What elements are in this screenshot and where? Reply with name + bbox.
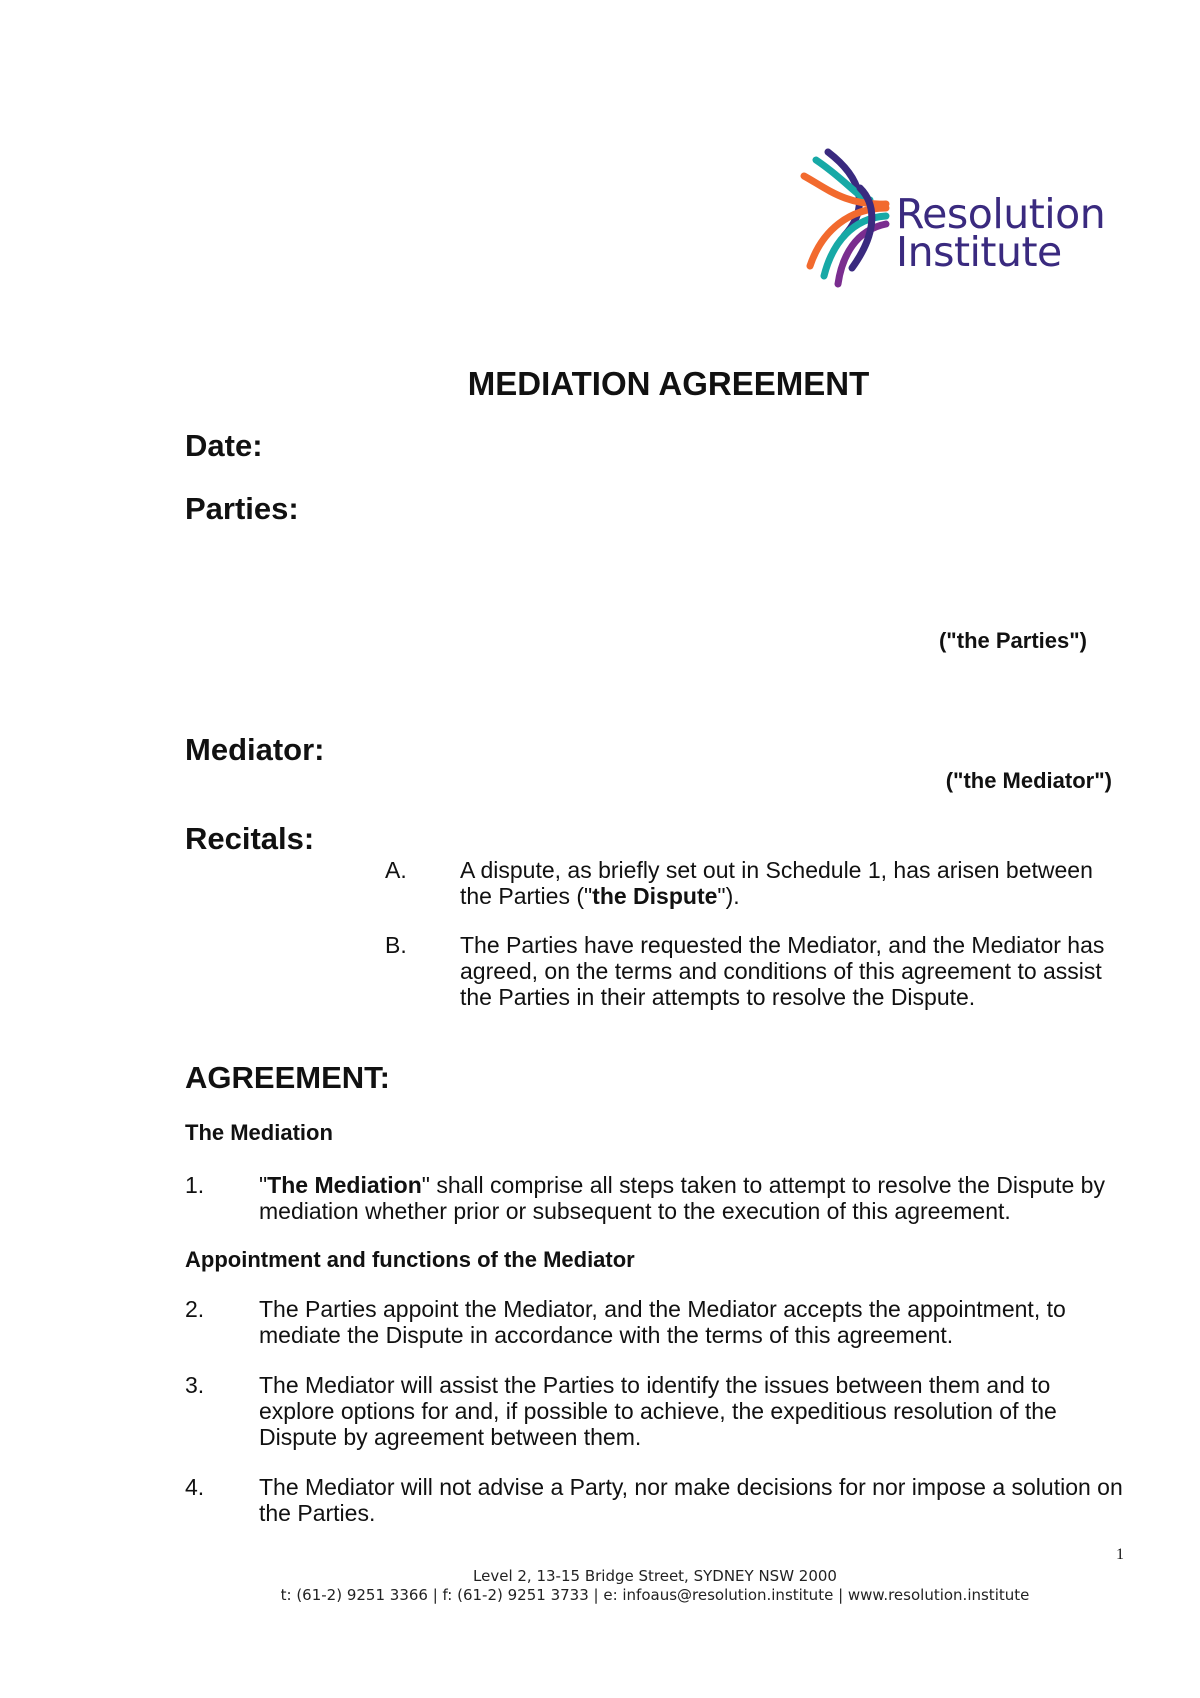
clause-text bbox=[259, 1172, 1129, 1224]
recital-text-part: "). bbox=[717, 883, 740, 909]
recital-text bbox=[460, 857, 1120, 909]
date-label: Date: bbox=[185, 428, 263, 463]
clause-number: 1. bbox=[185, 1172, 205, 1198]
recitals-label: Recitals: bbox=[185, 821, 315, 856]
logo-wordmark-line1: Resolution bbox=[896, 190, 1106, 238]
clause-text: The Mediator will assist the Parties to identify the issues between them and to explore options for and, if possible to achieve, the expeditious resolution of the Dispute by agreement between them. bbox=[259, 1372, 1057, 1450]
logo-wordmark-line2: Institute bbox=[896, 228, 1062, 276]
clause-defined-term: The Mediation bbox=[267, 1172, 422, 1198]
page-number: 1 bbox=[1116, 1546, 1124, 1563]
footer-address: Level 2, 13-15 Bridge Street, SYDNEY NSW 2000 bbox=[473, 1567, 837, 1585]
mediator-definition: ("the Mediator") bbox=[945, 768, 1112, 793]
section-heading-mediation: The Mediation bbox=[185, 1120, 333, 1145]
recital-marker: B. bbox=[385, 932, 407, 958]
clause-number: 2. bbox=[185, 1296, 205, 1322]
recital-marker: A. bbox=[385, 857, 407, 883]
document-title: MEDIATION AGREEMENT bbox=[467, 365, 870, 402]
section-heading-appointment: Appointment and functions of the Mediator bbox=[185, 1247, 635, 1272]
clause-text: The Mediator will not advise a Party, nor make decisions for nor impose a solution on the Parties. bbox=[259, 1474, 1123, 1526]
logo-mark-icon bbox=[800, 148, 892, 288]
clause-text: The Parties appoint the Mediator, and the Mediator accepts the appointment, to mediate the Dispute in accordance with the terms of this agreement. bbox=[259, 1296, 1066, 1348]
recital-text-part: A dispute, as briefly set out in Schedule 1, has arisen between the Parties (" bbox=[460, 857, 1093, 909]
clause-text-part: " bbox=[259, 1172, 268, 1198]
recital-text: The Parties have requested the Mediator, and the Mediator has agreed, on the terms and conditions of this agreement to assist the Parties in their attempts to resolve the Dispute. bbox=[460, 932, 1105, 1010]
agreement-heading: AGREEMENT: bbox=[185, 1060, 390, 1095]
parties-definition: ("the Parties") bbox=[938, 628, 1087, 653]
parties-label: Parties: bbox=[185, 491, 299, 526]
clause-text-part: " shall comprise all steps taken to attempt to resolve the Dispute by mediation whether prior or subsequent to the execution of this agreement. bbox=[259, 1172, 1105, 1224]
mediator-label: Mediator: bbox=[185, 732, 325, 767]
footer-contact: t: (61-2) 9251 3366 | f: (61-2) 9251 3733 | e: infoaus@resolution.institute | www.resolution.institute bbox=[280, 1586, 1030, 1604]
clause-number: 4. bbox=[185, 1474, 205, 1500]
resolution-institute-logo bbox=[800, 148, 1120, 288]
recital-defined-term: the Dispute bbox=[592, 883, 718, 909]
clause-number: 3. bbox=[185, 1372, 205, 1398]
